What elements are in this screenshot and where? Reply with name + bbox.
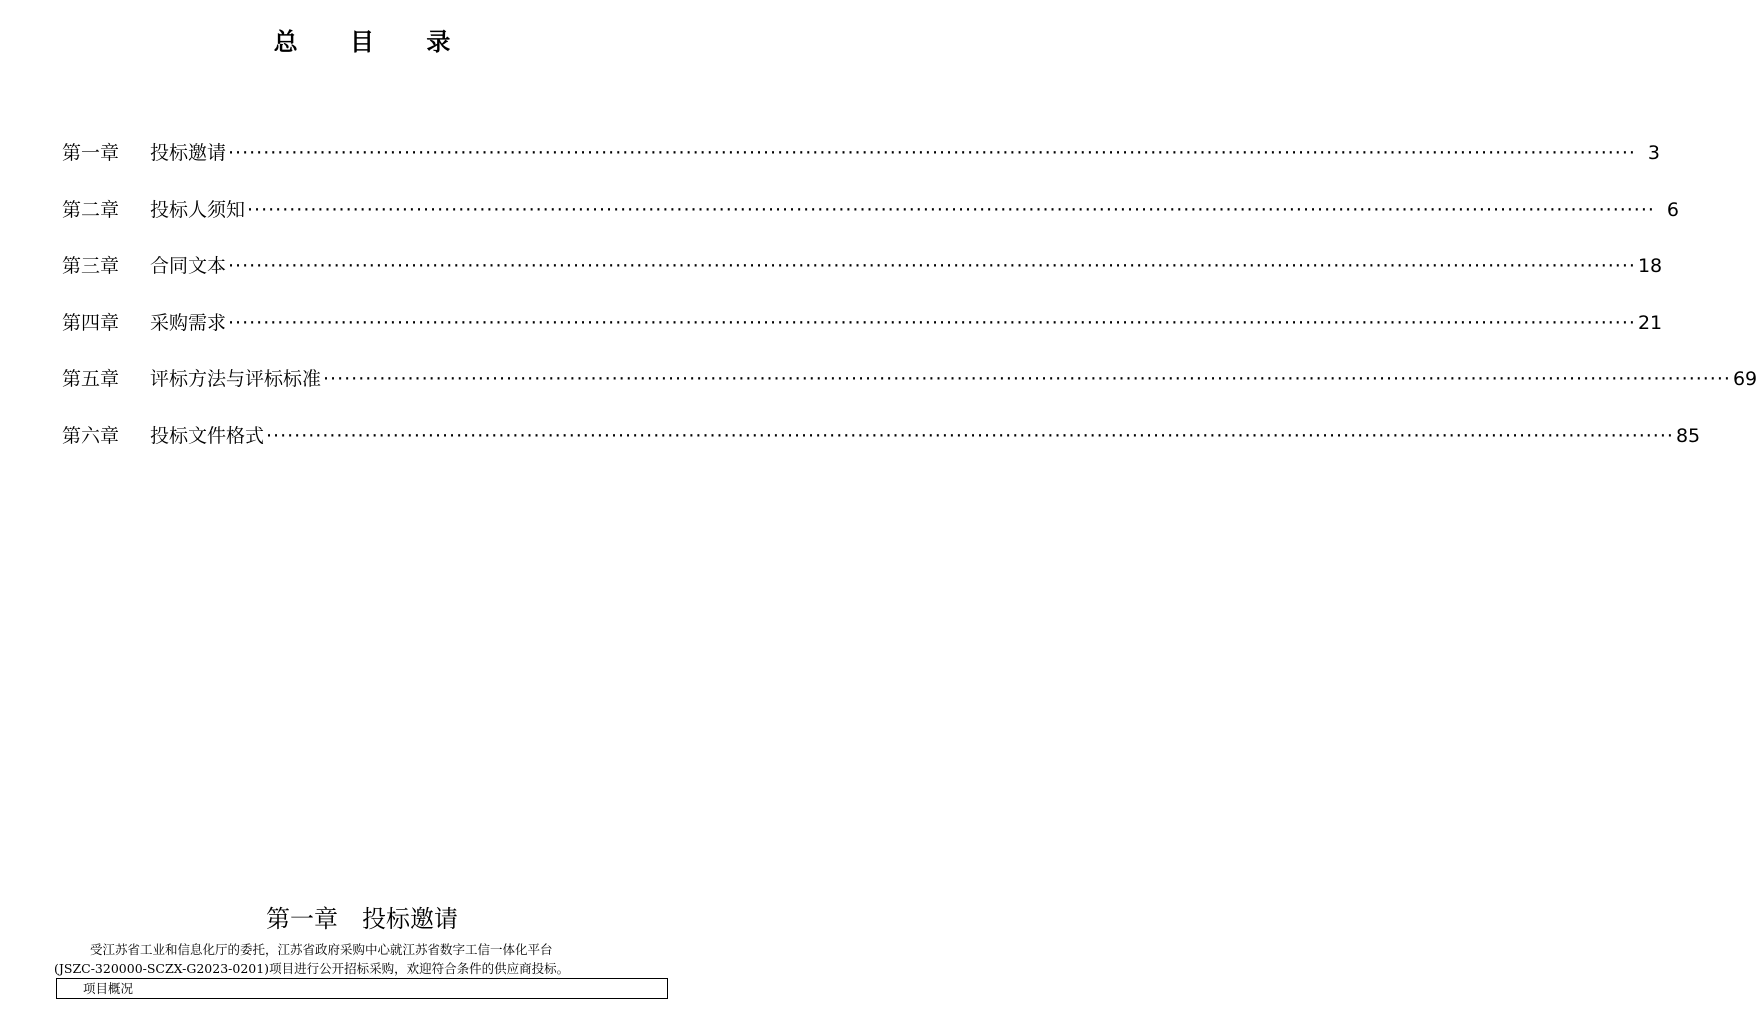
intro-line: (JSZC-320000-SCZX-G2023-0201)项目进行公开招标采购，欢迎符合条件的供应商投标。 <box>54 961 570 976</box>
intro-paragraph <box>56 940 671 978</box>
toc-chapter-name: 投标邀请 <box>150 142 227 164</box>
toc-title: 总 目 录 <box>273 28 473 56</box>
toc-chapter-number: 第三章 <box>62 255 120 278</box>
toc-chapter-number: 第六章 <box>62 424 120 447</box>
toc-chapter-name: 投标人须知 <box>150 198 246 221</box>
toc-chapter-number: 第二章 <box>62 198 120 221</box>
toc-entry[interactable] <box>62 421 1701 478</box>
toc-entry[interactable] <box>62 195 1679 252</box>
toc-page-number: 6 <box>1666 198 1679 221</box>
chapter-heading: 第一章 投标邀请 <box>266 905 458 933</box>
toc-entry[interactable] <box>62 364 1757 421</box>
toc-dot-leader: ········································································································································································································ <box>247 198 1655 221</box>
toc-dot-leader: ········································································································································································································ <box>323 368 1731 391</box>
toc-chapter-name: 投标文件格式 <box>150 424 265 447</box>
toc-chapter-number: 第五章 <box>62 368 120 391</box>
toc-page-number: 85 <box>1675 424 1701 447</box>
toc-dot-leader: ········································································································································································································ <box>228 142 1636 164</box>
toc-dot-leader: ········································································································································································································ <box>266 424 1674 447</box>
toc-chapter-name: 合同文本 <box>150 255 227 278</box>
toc-page-number: 3 <box>1647 142 1660 164</box>
toc-page-number: 69 <box>1732 368 1757 391</box>
toc-chapter-number: 第四章 <box>62 311 120 334</box>
toc-chapter-name: 评标方法与评标标准 <box>150 368 322 391</box>
toc-chapter-number: 第一章 <box>62 142 120 164</box>
toc-dot-leader: ········································································································································································································ <box>228 311 1636 334</box>
toc-page-number: 18 <box>1637 255 1663 278</box>
toc-list <box>62 138 1757 478</box>
toc-chapter-name: 采购需求 <box>150 311 227 334</box>
intro-line: 受江苏省工业和信息化厅的委托，江苏省政府采购中心就江苏省数字工信一体化平台 <box>90 942 553 957</box>
toc-entry[interactable] <box>62 251 1663 308</box>
toc-dot-leader: ········································································································································································································ <box>228 255 1636 278</box>
toc-page-number: 21 <box>1637 311 1663 334</box>
toc-entry[interactable] <box>62 308 1663 365</box>
toc-entry[interactable] <box>62 138 1660 195</box>
project-overview-cell: 项目概况 <box>56 978 668 999</box>
